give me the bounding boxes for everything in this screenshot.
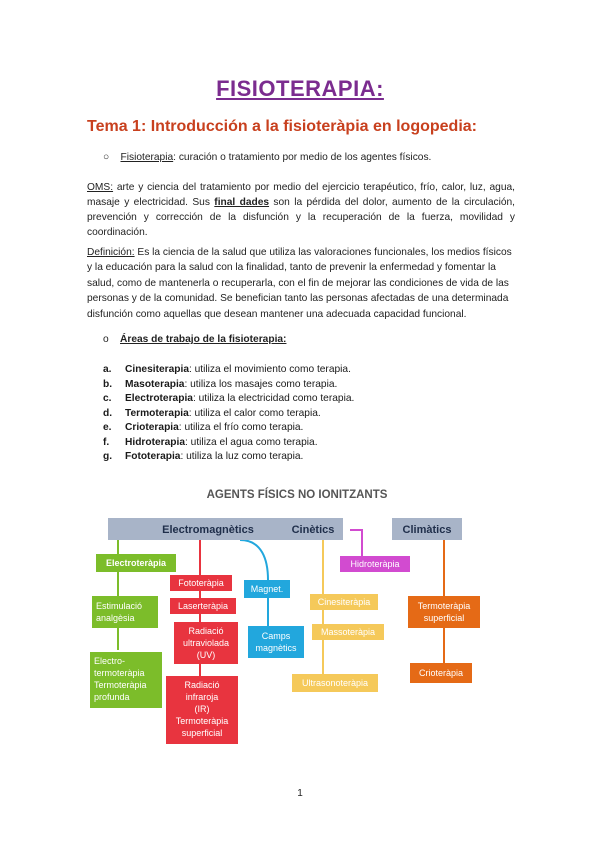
uv-line-2: ultraviolada <box>182 638 230 648</box>
areas-title: Áreas de trabajo de la fisioterapia: <box>120 334 287 345</box>
list-term: Electroterapia <box>125 393 193 404</box>
laserterapia-label: Laserteràpia <box>177 601 229 611</box>
termo-sup-line-1: Termoteràpia <box>417 601 471 611</box>
crioterapia-label: Crioteràpia <box>418 668 464 678</box>
bullet-icon: o <box>103 334 120 345</box>
electro-line-3: Termoteràpia <box>94 680 147 690</box>
oms-label: OMS: <box>87 182 114 193</box>
uv-line-3: (UV) <box>196 650 216 660</box>
electromagnetics-label: Electromagnètics <box>162 524 254 536</box>
hidroterapia-label: Hidroteràpia <box>350 559 400 569</box>
list-letter: a. <box>103 364 112 375</box>
list-letter: b. <box>103 378 113 390</box>
electro-line-4: profunda <box>94 692 130 702</box>
magnet-label: Magnet. <box>250 584 284 594</box>
fisioterapia-definition: : curación o tratamiento por medio de los agentes físicos. <box>173 152 432 163</box>
page-number: 1 <box>297 788 303 799</box>
topic-heading: Tema 1: Introducción a la fisioteràpia en logopedia: <box>87 118 477 135</box>
list-term: Termoterapia <box>125 407 189 419</box>
termo-sup-line-2: superficial <box>423 613 465 623</box>
list-term: Masoterapia <box>125 378 185 390</box>
list-desc: : utiliza la electricidad como terapia. <box>192 393 355 404</box>
page-title: FISIOTERAPIA: <box>216 76 384 101</box>
electro-line-1: Electro- <box>94 656 126 666</box>
camps-line-1: Camps <box>261 631 291 641</box>
list-desc: : utiliza el calor como terapia. <box>188 407 321 419</box>
list-desc: : utiliza la luz como terapia. <box>180 451 304 462</box>
massoterapia-label: Massoteràpia <box>320 627 376 637</box>
estimulacio-line-1: Estimulació <box>96 601 143 611</box>
list-desc: : utiliza los masajes como terapia. <box>184 378 338 390</box>
list-term: Fototerapia <box>125 451 181 462</box>
ir-line-5: superficial <box>181 728 223 738</box>
electro-line-2: termoteràpia <box>94 668 145 678</box>
fisioterapia-term: Fisioterapia <box>120 152 174 163</box>
list-letter: c. <box>103 393 112 404</box>
list-term: Cinesiterapia <box>125 364 189 375</box>
estimulacio-line-2: analgèsia <box>96 613 135 623</box>
list-letter: f. <box>103 436 110 448</box>
camps-line-2: magnètics <box>255 643 297 653</box>
list-desc: : utiliza el frío como terapia. <box>178 422 304 433</box>
cinetics-label: Cinètics <box>291 524 335 536</box>
uv-line-1: Radiació <box>188 626 224 636</box>
list-letter: e. <box>103 422 112 433</box>
ir-line-3: (IR) <box>194 704 210 714</box>
ultrasonoterapia-label: Ultrasonoteràpia <box>301 678 369 688</box>
list-term: Crioterapia <box>125 422 179 433</box>
climatics-label: Climàtics <box>402 524 452 536</box>
oms-text-1: arte y ciencia del tratamiento por medio del ejercicio terapéutico, frío, calor, luz, agua, masaje y electricidad. Sus <box>87 182 515 208</box>
fototerapia-label: Fototeràpia <box>178 578 224 588</box>
definition-text: Es la ciencia de la salud que utiliza las valoraciones funcionales, los medios físicos y la educación para la salud con la finalidad, tanto de prevenir la enfermedad y fomentar la salud, como de mantenerla o recuperarla, con el fin de mejorar las condiciones de vida de las personas y de la comunidad. Se benefician tanto las personas afectadas de una determinada disfunción como aquellas que desean mantener una adecuada capacidad funcional. <box>87 247 512 320</box>
ir-line-1: Radiació <box>184 680 220 690</box>
ir-line-4: Termoteràpia <box>175 716 229 726</box>
list-letter: d. <box>103 407 113 419</box>
list-desc: : utiliza el movimiento como terapia. <box>188 364 351 375</box>
list-term: Hidroterapia <box>125 436 186 448</box>
oms-label-2: final dades <box>214 197 270 208</box>
oms-text-2: son la pérdida del dolor, aumento de la circulación, prevención y corrección de la disfunción y la recuperación de la fuerza, movilidad y coordinación. <box>87 197 516 238</box>
list-letter: g. <box>103 451 113 462</box>
hollow-bullet-icon: ○ <box>103 152 121 163</box>
ir-line-2: infraroja <box>185 692 219 702</box>
diagram-title: AGENTS FÍSICS NO IONITZANTS <box>206 489 388 501</box>
definition-label: Definición: <box>87 247 135 258</box>
electroterapia-label: Electroteràpia <box>105 558 167 568</box>
cinesiterapia-label: Cinesiteràpia <box>317 597 371 607</box>
list-desc: : utiliza el agua como terapia. <box>185 436 318 448</box>
